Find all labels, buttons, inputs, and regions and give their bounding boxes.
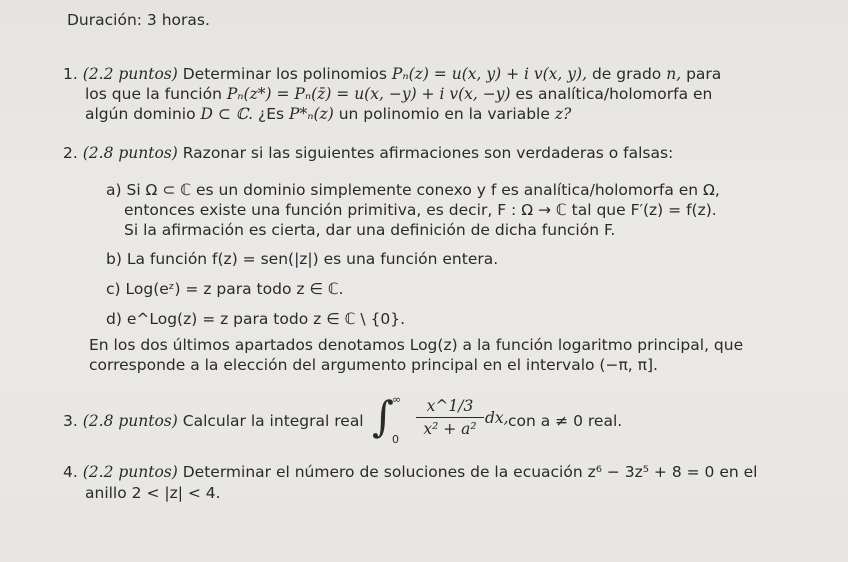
q2c-text: Log(eᶻ) = z para todo z ∈ ℂ. — [125, 280, 344, 298]
q1-l3-tail: ¿Es — [257, 105, 285, 123]
q1-l3-z: z? — [554, 105, 572, 123]
q2a-line-2: entonces existe una función primitiva, es decir, F : Ω → ℂ tal que F′(z) = f(z). — [124, 201, 717, 219]
q2a-label: a) — [106, 181, 122, 199]
q1-text-end: para — [686, 65, 722, 83]
q3-number: 3. — [63, 412, 78, 430]
q3-points: (2.8 puntos) — [82, 412, 178, 430]
q4-text: Determinar el número de soluciones de la ecuación z⁶ − 3z⁵ + 8 = 0 en el — [182, 463, 758, 481]
q1-l3-math2: P*ₙ(z) — [289, 105, 334, 123]
q1-l2-math: Pₙ(z*) = Pₙ(z̄) = u(x, −y) + i v(x, −y) — [226, 85, 511, 103]
q2b-label: b) — [106, 250, 122, 268]
q1-math: Pₙ(z) = u(x, y) + i v(x, y), — [391, 65, 588, 83]
q4-line-2: anillo 2 < |z| < 4. — [85, 484, 221, 502]
q2d-text: e^Log(z) = z para todo z ∈ ℂ \ {0}. — [126, 310, 406, 328]
q3-text: Calcular la integral real — [182, 412, 364, 430]
q1-points: (2.2 puntos) — [82, 65, 178, 83]
q3-line — [63, 411, 364, 431]
fraction-bar — [416, 417, 484, 418]
integral-sign-icon: ∫ — [372, 392, 394, 441]
q2-note-line-1: En los dos últimos apartados denotamos Log(z) a la función logaritmo principal, que — [89, 336, 744, 354]
duration-label: Duración: 3 horas. — [67, 11, 210, 29]
q2-note-line-2: corresponde a la elección del argumento principal en el intervalo (−π, π]. — [89, 356, 658, 374]
integral-upper-limit: ∞ — [392, 393, 402, 406]
q1-text-tail: de grado — [591, 65, 662, 83]
q4-number: 4. — [63, 463, 78, 481]
q1-l3-tail2: un polinomio en la variable — [338, 105, 550, 123]
q2a-line-3: Si la afirmación es cierta, dar una definición de dicha función F. — [124, 221, 616, 239]
integrand-numerator: x^1/3 — [426, 397, 474, 415]
q2c-line — [106, 279, 344, 299]
q1-l3-math: D ⊂ ℂ. — [200, 105, 254, 123]
q3-integral — [372, 392, 522, 447]
q4-points: (2.2 puntos) — [82, 463, 178, 481]
q3-tail: con a ≠ 0 real. — [508, 412, 623, 430]
q1-text: Determinar los polinomios — [182, 65, 387, 83]
q2d-line — [106, 309, 405, 329]
q1-line-1 — [63, 64, 721, 84]
integrand-fraction — [416, 397, 484, 438]
q1-n: n, — [666, 65, 682, 83]
q1-line-3 — [85, 104, 571, 124]
q1-line-2 — [85, 84, 712, 104]
q2b-text: La función f(z) = sen(|z|) es una función entera. — [126, 250, 499, 268]
q4-line-1 — [63, 462, 757, 482]
q2a-line-1 — [106, 180, 720, 200]
q2-number: 2. — [63, 144, 78, 162]
q1-l2-text: los que la función — [85, 85, 222, 103]
q2-intro: Razonar si las siguientes afirmaciones son verdaderas o falsas: — [182, 144, 674, 162]
q2b-line — [106, 249, 498, 269]
q1-number: 1. — [63, 65, 78, 83]
q1-l2-tail: es analítica/holomorfa en — [515, 85, 713, 103]
integral-differential: dx, — [485, 409, 509, 427]
q2d-label: d) — [106, 310, 122, 328]
q1-l3-text: algún dominio — [85, 105, 196, 123]
q2c-label: c) — [106, 280, 121, 298]
q2-points: (2.8 puntos) — [82, 144, 178, 162]
q2a-text-1: Si Ω ⊂ ℂ es un dominio simplemente conexo y f es analítica/holomorfa en Ω, — [126, 181, 720, 199]
q2-line-1 — [63, 143, 673, 163]
integral-lower-limit: 0 — [392, 433, 399, 446]
integrand-denominator: x² + a² — [423, 420, 477, 438]
